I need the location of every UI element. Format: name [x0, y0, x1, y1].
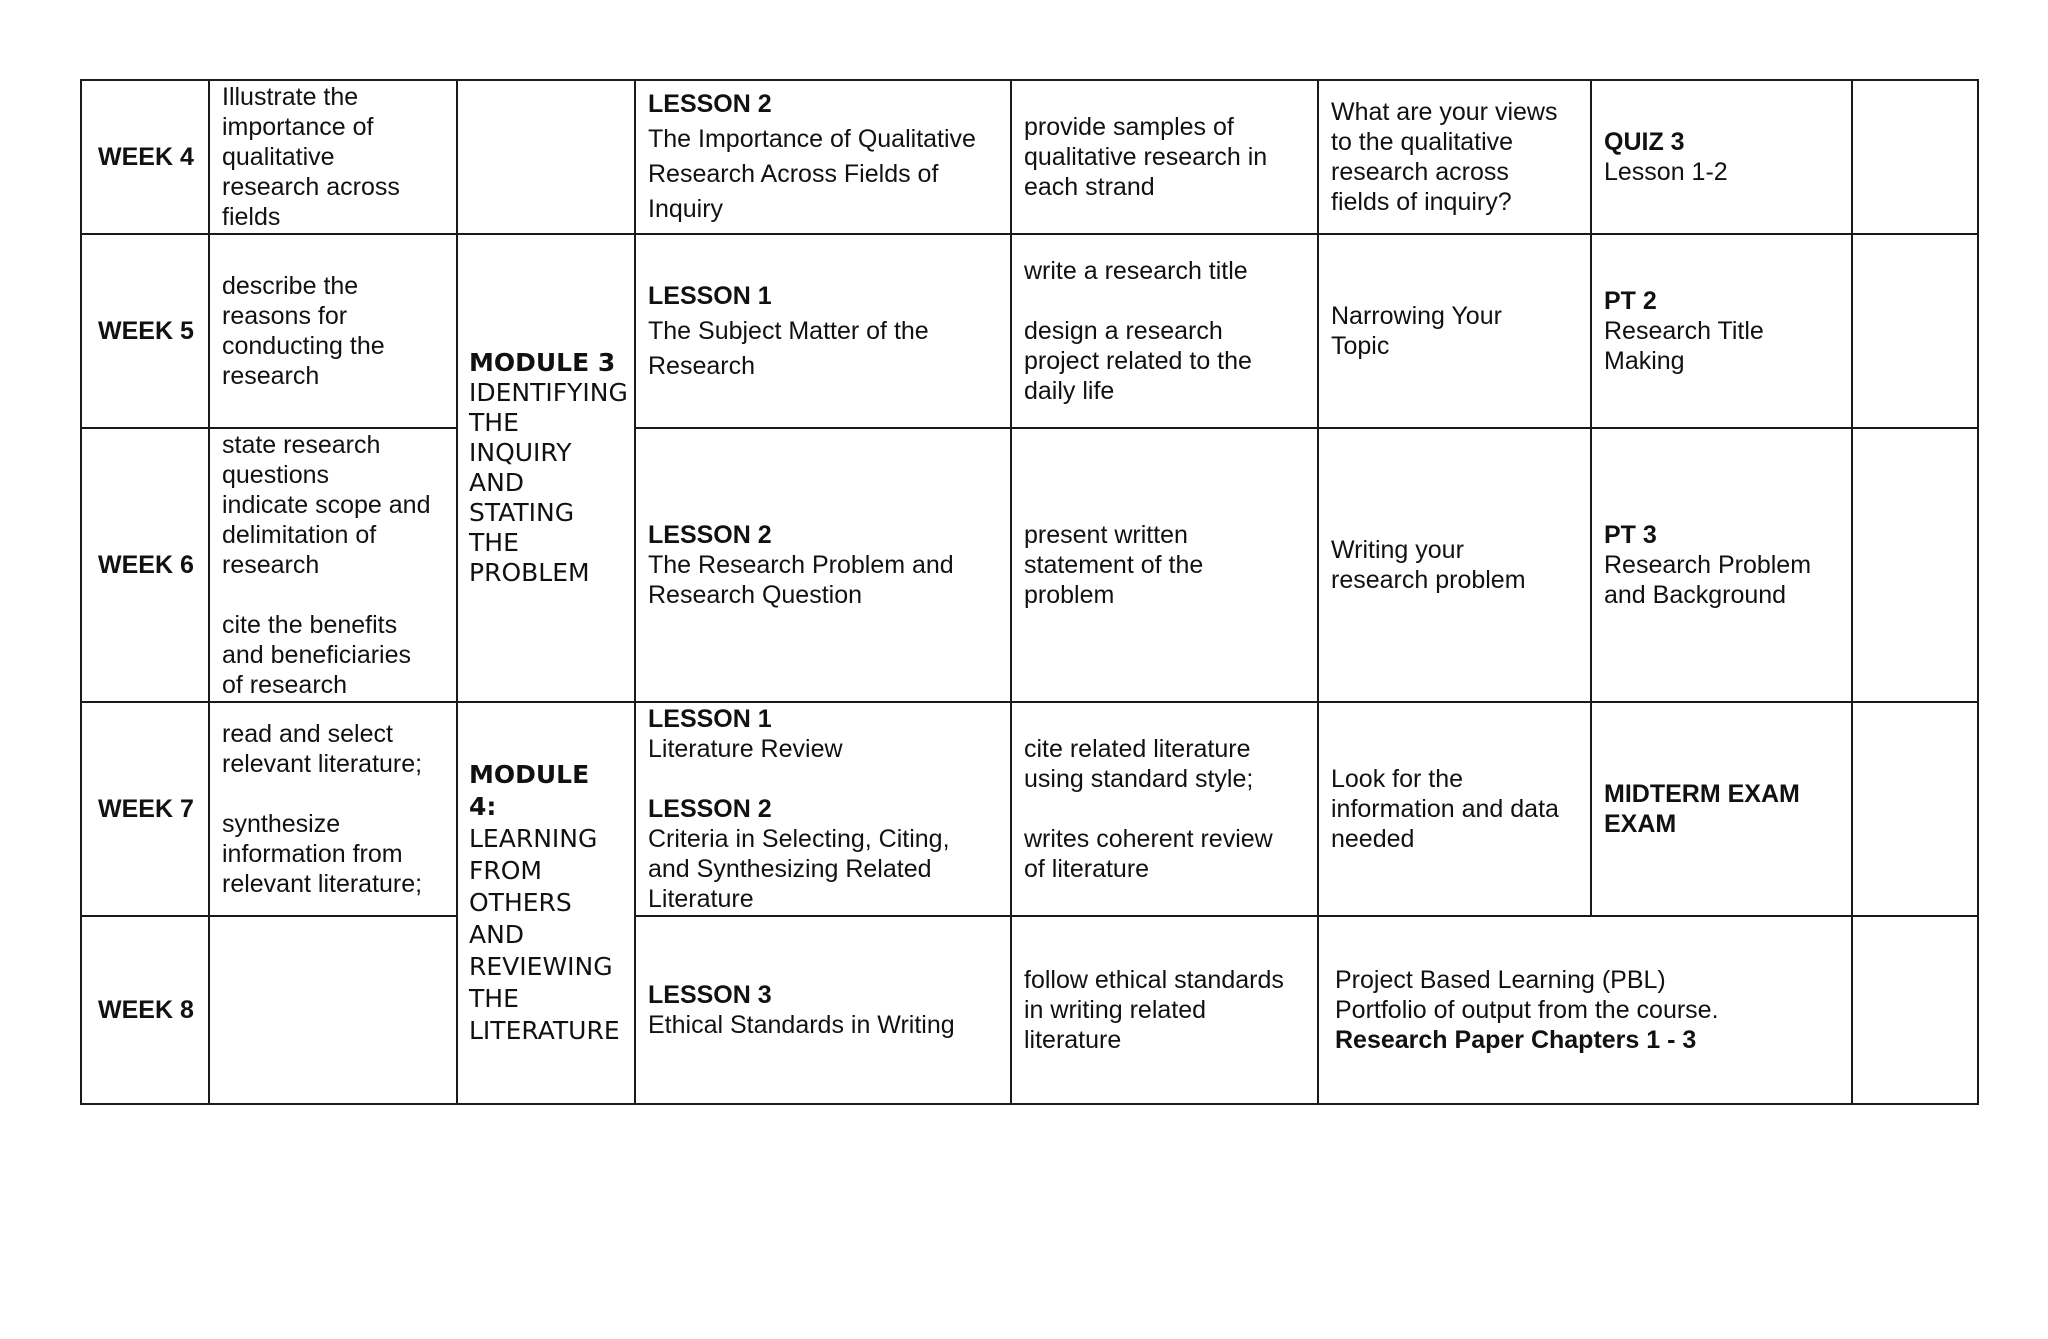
lesson-cell: [635, 916, 1011, 1104]
essential-question-cell: [1318, 702, 1591, 916]
assessment-title: QUIZ 3: [1604, 128, 1685, 156]
module-cell-empty: [457, 80, 635, 234]
assessment-desc: Making: [1604, 347, 1685, 375]
competency-line: Illustrate the: [222, 83, 359, 111]
project-cell: [1318, 916, 1852, 1104]
competency-line: research: [222, 551, 320, 579]
performance-line: qualitative research in: [1024, 143, 1268, 171]
lesson-desc-line: Literature Review: [648, 735, 843, 763]
question-line: Topic: [1331, 332, 1390, 360]
performance-cell: [1011, 80, 1318, 234]
line-gap: [222, 580, 444, 610]
lesson-desc-line: and Synthesizing Related: [648, 855, 932, 883]
module-line: AND STATING: [469, 468, 575, 527]
lesson-cell: [635, 80, 1011, 234]
performance-cell: [1011, 428, 1318, 702]
lesson-cell: [635, 234, 1011, 428]
week-label: WEEK 6: [81, 428, 209, 702]
line-gap: [1024, 794, 1305, 824]
essential-question-cell: [1318, 428, 1591, 702]
table-row: [81, 428, 1978, 702]
project-line: Project Based Learning (PBL): [1335, 966, 1666, 994]
question-line: needed: [1331, 825, 1415, 853]
remarks-cell: [1852, 916, 1978, 1104]
competency-line: fields: [222, 203, 281, 231]
competency-cell: [209, 80, 457, 234]
module-title: MODULE 3: [469, 348, 616, 377]
competency-line: and beneficiaries: [222, 641, 412, 669]
lesson-desc-line: Research Across Fields of: [648, 160, 939, 188]
remarks-cell: [1852, 428, 1978, 702]
competency-line: reasons for: [222, 302, 348, 330]
competency-line: synthesize: [222, 810, 341, 838]
performance-line: of literature: [1024, 855, 1150, 883]
assessment-cell: [1591, 234, 1852, 428]
lesson-desc-line: Research Question: [648, 581, 863, 609]
assessment-desc: Research Title: [1604, 317, 1764, 345]
module-line: REVIEWING: [469, 952, 613, 981]
line-gap: [648, 764, 998, 794]
performance-line: daily life: [1024, 377, 1115, 405]
competency-line: research across: [222, 173, 400, 201]
competency-cell: [209, 428, 457, 702]
lesson-desc-line: Inquiry: [648, 195, 724, 223]
line-gap: [222, 779, 444, 809]
performance-line: in writing related: [1024, 996, 1207, 1024]
question-line: information and data: [1331, 795, 1559, 823]
module-line: IDENTIFYING: [469, 378, 628, 407]
lesson-title: LESSON 3: [648, 981, 772, 1009]
competency-line: questions: [222, 461, 330, 489]
assessment-desc: and Background: [1604, 581, 1787, 609]
lesson-title: LESSON 1: [648, 705, 772, 733]
lesson-title: LESSON 2: [648, 795, 772, 823]
table-row: [81, 234, 1978, 428]
assessment-title: MIDTERM EXAM: [1604, 780, 1800, 808]
lesson-title: LESSON 2: [648, 90, 772, 118]
module-line: LEARNING: [469, 824, 598, 853]
assessment-cell: [1591, 428, 1852, 702]
performance-line: problem: [1024, 581, 1115, 609]
question-line: research across: [1331, 158, 1509, 186]
essential-question-cell: [1318, 80, 1591, 234]
lesson-title: LESSON 1: [648, 281, 772, 310]
competency-cell: [209, 234, 457, 428]
competency-line: information from: [222, 840, 403, 868]
competency-line: conducting the: [222, 332, 385, 360]
lesson-desc-line: Research: [648, 351, 755, 380]
competency-line: qualitative: [222, 143, 335, 171]
performance-cell: [1011, 234, 1318, 428]
lesson-title: LESSON 2: [648, 521, 772, 549]
module-line: LITERATURE: [469, 1016, 620, 1045]
module-line: THE INQUIRY: [469, 408, 572, 467]
question-line: fields of inquiry?: [1331, 188, 1512, 216]
question-line: Look for the: [1331, 765, 1464, 793]
performance-line: literature: [1024, 1026, 1122, 1054]
performance-line: using standard style;: [1024, 765, 1254, 793]
module-3-cell: [457, 234, 635, 702]
assessment-title: EXAM: [1604, 810, 1677, 838]
assessment-cell: [1591, 80, 1852, 234]
module-line: THE: [469, 984, 519, 1013]
assessment-title: PT 3: [1604, 521, 1657, 549]
lesson-desc-line: Criteria in Selecting, Citing,: [648, 825, 950, 853]
project-line: Portfolio of output from the course.: [1335, 996, 1719, 1024]
competency-line: importance of: [222, 113, 374, 141]
question-line: research problem: [1331, 566, 1526, 594]
module-4-cell: [457, 702, 635, 1104]
competency-line: read and select: [222, 720, 393, 748]
table-row: [81, 80, 1978, 234]
competency-line: state research: [222, 431, 381, 459]
performance-line: present written: [1024, 521, 1188, 549]
module-line: PROBLEM: [469, 558, 590, 587]
performance-cell: [1011, 702, 1318, 916]
question-line: Narrowing Your: [1331, 302, 1502, 330]
lesson-desc-line: The Subject Matter of the: [648, 316, 929, 345]
competency-line: indicate scope and: [222, 491, 431, 519]
lesson-desc-line: Literature: [648, 885, 754, 913]
table-row: [81, 916, 1978, 1104]
week-label: WEEK 7: [81, 702, 209, 916]
assessment-title: PT 2: [1604, 287, 1657, 315]
lesson-desc-line: The Research Problem and: [648, 551, 954, 579]
competency-cell-empty: [209, 916, 457, 1104]
performance-line: design a research: [1024, 317, 1223, 345]
performance-line: statement of the: [1024, 551, 1204, 579]
week-label: WEEK 4: [81, 80, 209, 234]
curriculum-table: [80, 79, 1979, 1105]
week-label: WEEK 8: [81, 916, 209, 1104]
competency-line: of research: [222, 671, 348, 699]
module-line: THE: [469, 528, 519, 557]
performance-line: project related to the: [1024, 347, 1252, 375]
week-label: WEEK 5: [81, 234, 209, 428]
competency-line: delimitation of: [222, 521, 377, 549]
remarks-cell: [1852, 234, 1978, 428]
project-line-bold: Research Paper Chapters 1 - 3: [1335, 1026, 1697, 1054]
competency-cell: [209, 702, 457, 916]
module-title: MODULE 4:: [469, 760, 590, 821]
module-line: OTHERS AND: [469, 888, 572, 949]
lesson-desc-line: The Importance of Qualitative: [648, 125, 976, 153]
line-gap: [1024, 286, 1305, 316]
lesson-cell: [635, 428, 1011, 702]
performance-line: cite related literature: [1024, 735, 1251, 763]
lesson-cell: [635, 702, 1011, 916]
remarks-cell: [1852, 702, 1978, 916]
competency-line: research: [222, 362, 320, 390]
lesson-desc-line: Ethical Standards in Writing: [648, 1011, 955, 1039]
essential-question-cell: [1318, 234, 1591, 428]
table-row: [81, 702, 1978, 916]
question-line: What are your views: [1331, 98, 1558, 126]
performance-line: each strand: [1024, 173, 1155, 201]
performance-line: follow ethical standards: [1024, 966, 1284, 994]
performance-line: writes coherent review: [1024, 825, 1273, 853]
module-line: FROM: [469, 856, 542, 885]
question-line: Writing your: [1331, 536, 1464, 564]
performance-line: provide samples of: [1024, 113, 1234, 141]
assessment-cell: [1591, 702, 1852, 916]
assessment-desc: Lesson 1-2: [1604, 158, 1728, 186]
question-line: to the qualitative: [1331, 128, 1514, 156]
performance-cell: [1011, 916, 1318, 1104]
competency-line: describe the: [222, 272, 359, 300]
competency-line: relevant literature;: [222, 750, 423, 778]
assessment-desc: Research Problem: [1604, 551, 1812, 579]
remarks-cell: [1852, 80, 1978, 234]
competency-line: relevant literature;: [222, 870, 423, 898]
performance-line: write a research title: [1024, 257, 1248, 285]
competency-line: cite the benefits: [222, 611, 398, 639]
